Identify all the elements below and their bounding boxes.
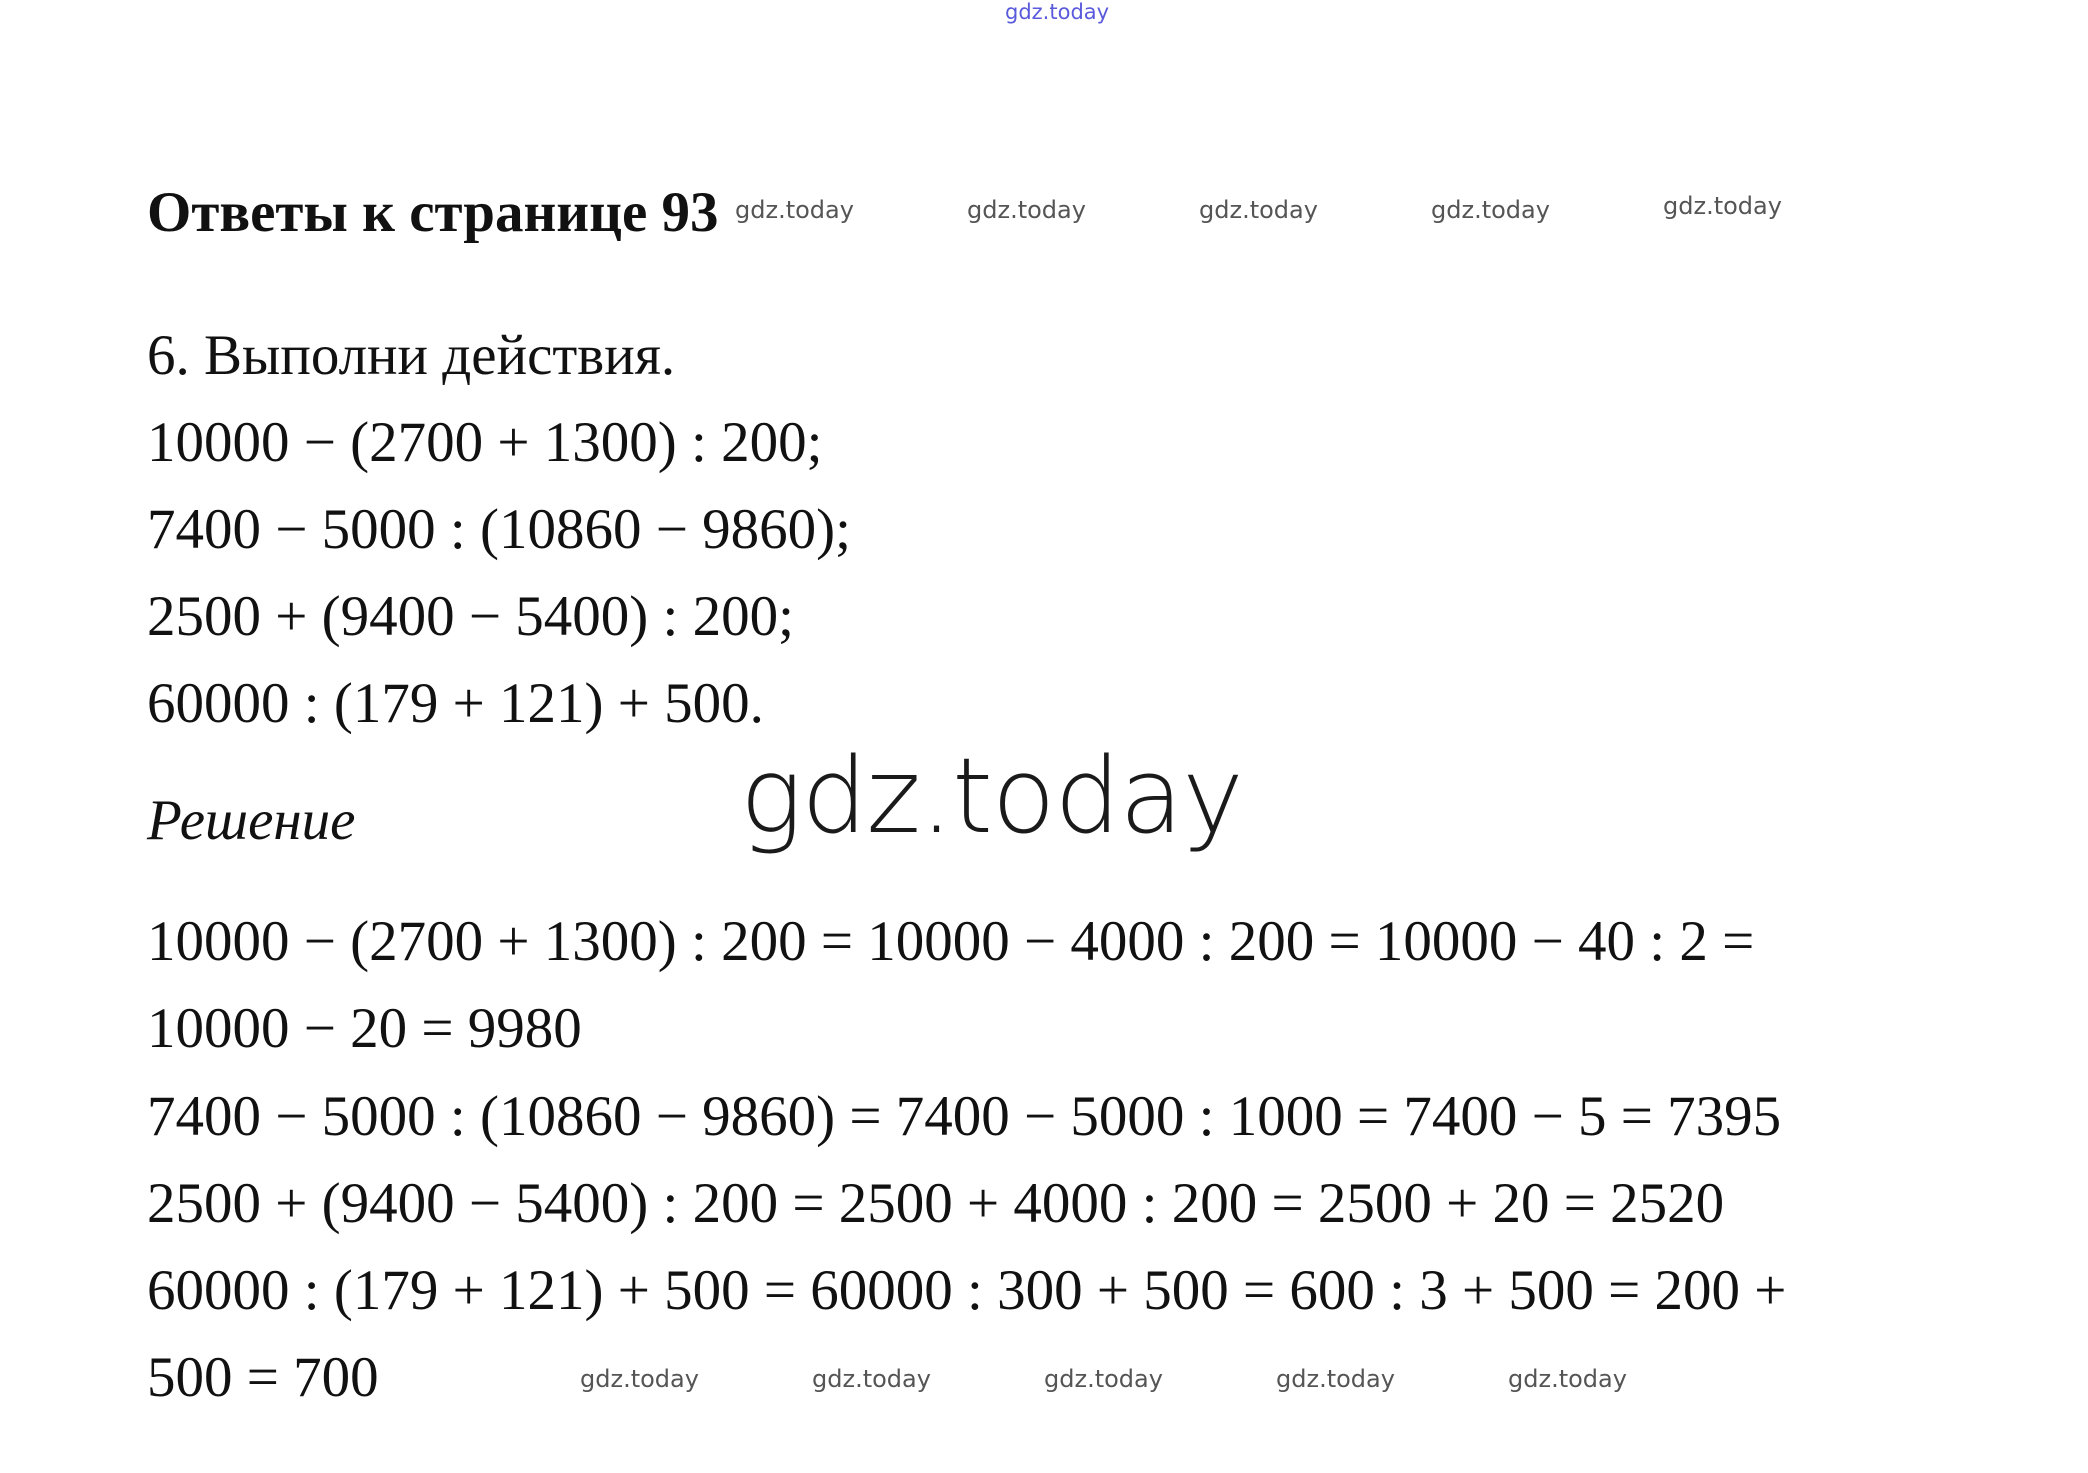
- solution-line: 500 = 700: [147, 1346, 379, 1409]
- watermark-footer-5: gdz.today: [1508, 1365, 1627, 1393]
- watermark-header-2: gdz.today: [967, 196, 1086, 224]
- watermark-header-3: gdz.today: [1199, 196, 1318, 224]
- solution-line: 10000 − (2700 + 1300) : 200 = 10000 − 4000 : 200 = 10000 − 40 : 2 =: [147, 910, 1755, 973]
- solution-line: 10000 − 20 = 9980: [147, 997, 582, 1060]
- task-expression: 10000 − (2700 + 1300) : 200;: [147, 411, 823, 474]
- page-title: Ответы к странице 93: [147, 181, 719, 244]
- solution-label: Решение: [147, 789, 356, 852]
- task-expression: 2500 + (9400 − 5400) : 200;: [147, 585, 794, 648]
- solution-line: 7400 − 5000 : (10860 − 9860) = 7400 − 5000 : 1000 = 7400 − 5 = 7395: [147, 1085, 1782, 1148]
- solution-line: 60000 : (179 + 121) + 500 = 60000 : 300 + 500 = 600 : 3 + 500 = 200 +: [147, 1259, 1787, 1322]
- watermark-footer-3: gdz.today: [1044, 1365, 1163, 1393]
- watermark-top: gdz.today: [1005, 0, 1110, 24]
- watermark-header-4: gdz.today: [1431, 196, 1550, 224]
- watermark-footer-4: gdz.today: [1276, 1365, 1395, 1393]
- task-expression: 60000 : (179 + 121) + 500.: [147, 672, 764, 735]
- solution-line: 2500 + (9400 − 5400) : 200 = 2500 + 4000 : 200 = 2500 + 20 = 2520: [147, 1172, 1725, 1235]
- watermark-center: gdz.today: [740, 735, 1243, 857]
- watermark-footer-1: gdz.today: [580, 1365, 699, 1393]
- watermark-header-5: gdz.today: [1663, 192, 1782, 220]
- task-expression: 7400 − 5000 : (10860 − 9860);: [147, 498, 851, 561]
- watermark-footer-2: gdz.today: [812, 1365, 931, 1393]
- task-heading: 6. Выполни действия.: [147, 324, 676, 387]
- watermark-header-1: gdz.today: [735, 196, 854, 224]
